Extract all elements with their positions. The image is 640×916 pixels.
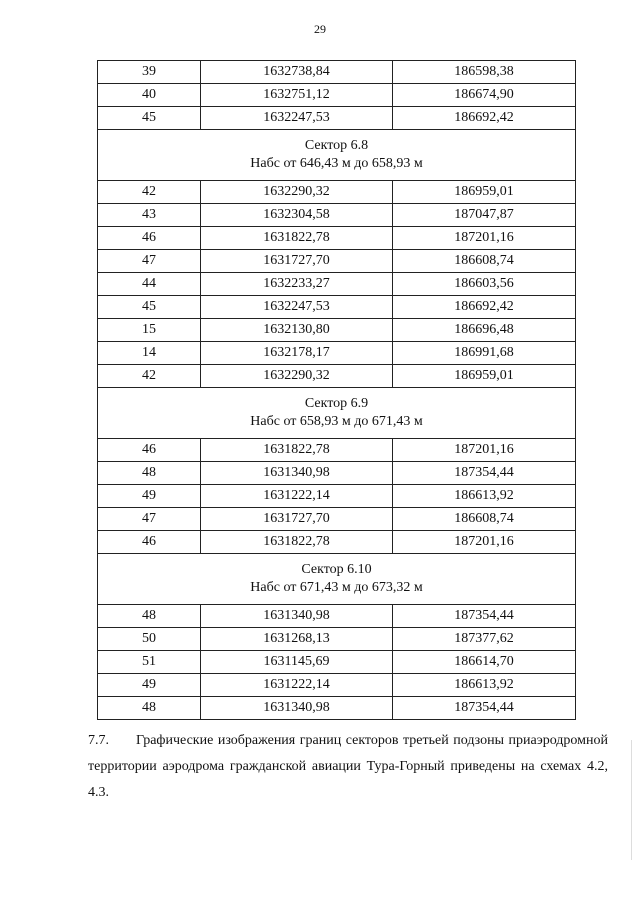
- table-row: [98, 342, 576, 365]
- point-number-cell: 15: [98, 319, 201, 342]
- table-row: [98, 508, 576, 531]
- y-coordinate-cell: 187201,16: [393, 531, 576, 554]
- sector-title: Сектор 6.10: [301, 562, 372, 577]
- table-row: [98, 204, 576, 227]
- x-coordinate-cell: 1631340,98: [201, 605, 393, 628]
- x-coordinate-cell: 1631727,70: [201, 250, 393, 273]
- point-number-cell: 47: [98, 250, 201, 273]
- table-row: [98, 227, 576, 250]
- x-coordinate-cell: 1632738,84: [201, 61, 393, 84]
- x-coordinate-cell: 1631822,78: [201, 531, 393, 554]
- table-row: [98, 319, 576, 342]
- point-number-cell: 48: [98, 462, 201, 485]
- point-number-cell: 51: [98, 651, 201, 674]
- sector-height-range: Набс от 658,93 м до 671,43 м: [250, 414, 423, 429]
- y-coordinate-cell: 186692,42: [393, 107, 576, 130]
- x-coordinate-cell: 1632247,53: [201, 107, 393, 130]
- point-number-cell: 48: [98, 605, 201, 628]
- point-number-cell: 46: [98, 531, 201, 554]
- table-row: [98, 107, 576, 130]
- y-coordinate-cell: 187354,44: [393, 462, 576, 485]
- sector-height-range: Набс от 671,43 м до 673,32 м: [250, 580, 423, 595]
- point-number-cell: 47: [98, 508, 201, 531]
- point-number-cell: 40: [98, 84, 201, 107]
- table-row: [98, 84, 576, 107]
- table-row: [98, 697, 576, 720]
- y-coordinate-cell: 187354,44: [393, 605, 576, 628]
- y-coordinate-cell: 186598,38: [393, 61, 576, 84]
- x-coordinate-cell: 1631727,70: [201, 508, 393, 531]
- sector-title: Сектор 6.9: [304, 396, 369, 411]
- point-number-cell: 49: [98, 485, 201, 508]
- x-coordinate-cell: 1632247,53: [201, 296, 393, 319]
- y-coordinate-cell: 187047,87: [393, 204, 576, 227]
- point-number-cell: 42: [98, 365, 201, 388]
- x-coordinate-cell: 1632304,58: [201, 204, 393, 227]
- section-paragraph: [88, 728, 608, 806]
- y-coordinate-cell: 186613,92: [393, 485, 576, 508]
- paragraph-text: Графические изображения границ секторов третьей подзоны приаэродромной территории аэродрома гражданской авиации Тура-Горный приведены на схемах 4.2, 4.3.: [88, 733, 608, 800]
- x-coordinate-cell: 1631268,13: [201, 628, 393, 651]
- table-row: [98, 531, 576, 554]
- x-coordinate-cell: 1632290,32: [201, 365, 393, 388]
- y-coordinate-cell: 186696,48: [393, 319, 576, 342]
- y-coordinate-cell: 187201,16: [393, 439, 576, 462]
- table-row: [98, 605, 576, 628]
- table-row: [98, 628, 576, 651]
- y-coordinate-cell: 186959,01: [393, 365, 576, 388]
- x-coordinate-cell: 1631340,98: [201, 697, 393, 720]
- point-number-cell: 46: [98, 227, 201, 250]
- sector-title: Сектор 6.8: [304, 138, 369, 153]
- point-number-cell: 43: [98, 204, 201, 227]
- point-number-cell: 49: [98, 674, 201, 697]
- table-row: [98, 651, 576, 674]
- x-coordinate-cell: 1632751,12: [201, 84, 393, 107]
- table-row: [98, 296, 576, 319]
- table-row: [98, 674, 576, 697]
- point-number-cell: 46: [98, 439, 201, 462]
- x-coordinate-cell: 1632130,80: [201, 319, 393, 342]
- scan-edge-mark: [631, 740, 632, 860]
- table-row: [98, 250, 576, 273]
- y-coordinate-cell: 187201,16: [393, 227, 576, 250]
- coordinates-table-body: [98, 61, 576, 720]
- sector-header-cell: [98, 554, 576, 605]
- point-number-cell: 14: [98, 342, 201, 365]
- x-coordinate-cell: 1631145,69: [201, 651, 393, 674]
- y-coordinate-cell: 186608,74: [393, 250, 576, 273]
- y-coordinate-cell: 186613,92: [393, 674, 576, 697]
- table-row: [98, 365, 576, 388]
- y-coordinate-cell: 186608,74: [393, 508, 576, 531]
- y-coordinate-cell: 186692,42: [393, 296, 576, 319]
- y-coordinate-cell: 186674,90: [393, 84, 576, 107]
- x-coordinate-cell: 1632178,17: [201, 342, 393, 365]
- x-coordinate-cell: 1631222,14: [201, 674, 393, 697]
- point-number-cell: 39: [98, 61, 201, 84]
- point-number-cell: 42: [98, 181, 201, 204]
- table-row: [98, 273, 576, 296]
- point-number-cell: 44: [98, 273, 201, 296]
- y-coordinate-cell: 187377,62: [393, 628, 576, 651]
- y-coordinate-cell: 186603,56: [393, 273, 576, 296]
- x-coordinate-cell: 1632290,32: [201, 181, 393, 204]
- point-number-cell: 45: [98, 296, 201, 319]
- x-coordinate-cell: 1631340,98: [201, 462, 393, 485]
- coordinates-table: [97, 60, 576, 720]
- x-coordinate-cell: 1632233,27: [201, 273, 393, 296]
- x-coordinate-cell: 1631822,78: [201, 227, 393, 250]
- table-row: [98, 485, 576, 508]
- y-coordinate-cell: 186614,70: [393, 651, 576, 674]
- paragraph-number: 7.7.: [88, 733, 109, 748]
- table-row: [98, 462, 576, 485]
- point-number-cell: 50: [98, 628, 201, 651]
- sector-header-cell: [98, 130, 576, 181]
- y-coordinate-cell: 186959,01: [393, 181, 576, 204]
- table-row: [98, 181, 576, 204]
- point-number-cell: 45: [98, 107, 201, 130]
- sector-height-range: Набс от 646,43 м до 658,93 м: [250, 156, 423, 171]
- sector-header-row: [98, 130, 576, 181]
- sector-header-row: [98, 554, 576, 605]
- point-number-cell: 48: [98, 697, 201, 720]
- table-row: [98, 439, 576, 462]
- table-row: [98, 61, 576, 84]
- sector-header-row: [98, 388, 576, 439]
- x-coordinate-cell: 1631822,78: [201, 439, 393, 462]
- y-coordinate-cell: 187354,44: [393, 697, 576, 720]
- sector-header-cell: [98, 388, 576, 439]
- page-number: 29: [314, 22, 326, 36]
- x-coordinate-cell: 1631222,14: [201, 485, 393, 508]
- y-coordinate-cell: 186991,68: [393, 342, 576, 365]
